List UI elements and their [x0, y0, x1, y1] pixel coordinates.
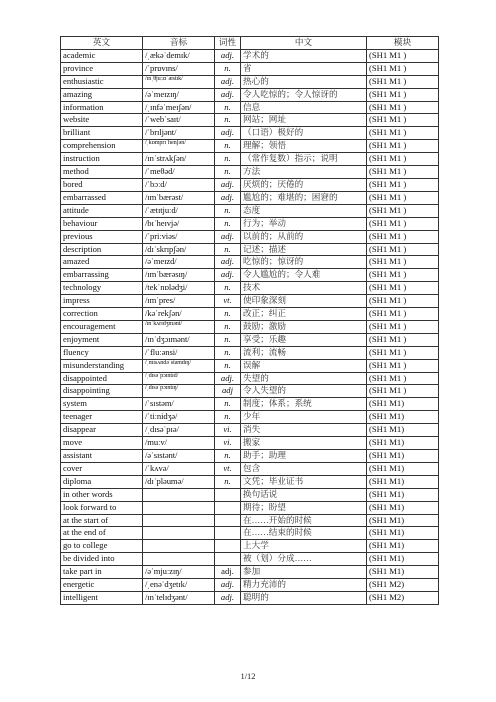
part-of-speech-cell: n.: [215, 320, 241, 333]
phonetic-cell: /ˌdɪsəˈpɪə/: [143, 424, 215, 437]
module-cell: (SH1 M1 ): [367, 178, 439, 191]
word-cell: impress: [61, 295, 143, 308]
word-cell: assistant: [61, 450, 143, 463]
part-of-speech-cell: n.: [215, 398, 241, 411]
module-cell: (SH1 M1 ): [367, 385, 439, 398]
meaning-cell: 消失: [241, 424, 367, 437]
table-row: [61, 475, 439, 488]
word-cell: technology: [61, 282, 143, 295]
table-row: [61, 230, 439, 243]
table-row: [61, 385, 439, 398]
meaning-cell: 聪明的: [241, 591, 367, 604]
phonetic-cell: /ɪmˈbærəsɪŋ/: [143, 269, 215, 282]
table-row: [61, 437, 439, 450]
part-of-speech-cell: n.: [215, 411, 241, 424]
meaning-cell: 令人吃惊的；令人惊讶的: [241, 88, 367, 101]
table-row: [61, 450, 439, 463]
part-of-speech-cell: [215, 501, 241, 514]
word-cell: description: [61, 243, 143, 256]
module-cell: (SH1 M1 ): [367, 75, 439, 88]
phonetic-cell: /ˌdɪsəˈpɔɪntɪŋ/: [143, 385, 215, 398]
meaning-cell: 在……结束的时候: [241, 527, 367, 540]
module-cell: (SH1 M1): [367, 553, 439, 566]
word-cell: at the start of: [61, 514, 143, 527]
table-row: [61, 88, 439, 101]
part-of-speech-cell: n.: [215, 101, 241, 114]
meaning-cell: 尴尬的；难堪的；困窘的: [241, 191, 367, 204]
phonetic-cell: /ɪnˈkʌrɪdʒmənt/: [143, 320, 215, 333]
phonetic-cell: /ˌkɒmprɪˈhenʃən/: [143, 140, 215, 153]
part-of-speech-cell: adj.: [215, 372, 241, 385]
meaning-cell: 记述；描述: [241, 243, 367, 256]
meaning-cell: 上大学: [241, 540, 367, 553]
phonetic-cell: /ɪmˈbærəst/: [143, 191, 215, 204]
header-row: [61, 37, 439, 50]
phonetic-cell: /ˈkʌvə/: [143, 462, 215, 475]
table-row: [61, 191, 439, 204]
module-cell: (SH1 M1): [367, 398, 439, 411]
table-row: [61, 579, 439, 592]
module-cell: (SH1 M1 ): [367, 166, 439, 179]
table-row: [61, 62, 439, 75]
phonetic-cell: /əˈmeɪzɪŋ/: [143, 88, 215, 101]
part-of-speech-cell: [215, 540, 241, 553]
word-cell: move: [61, 437, 143, 450]
word-cell: in other words: [61, 488, 143, 501]
word-cell: take part in: [61, 566, 143, 579]
word-cell: enthusiastic: [61, 75, 143, 88]
table-row: [61, 127, 439, 140]
table-row: [61, 114, 439, 127]
table-row: [61, 49, 439, 62]
word-cell: disappointing: [61, 385, 143, 398]
module-cell: (SH1 M1 ): [367, 256, 439, 269]
table-row: [61, 153, 439, 166]
part-of-speech-cell: adj.: [215, 127, 241, 140]
table-row: [61, 178, 439, 191]
word-cell: energetic: [61, 579, 143, 592]
phonetic-cell: /ˌenəˈdʒetɪk/: [143, 579, 215, 592]
meaning-cell: 以前的；从前的: [241, 230, 367, 243]
meaning-cell: 参加: [241, 566, 367, 579]
table-row: [61, 295, 439, 308]
table-row: [61, 527, 439, 540]
module-cell: (SH1 M2): [367, 591, 439, 604]
word-cell: look forward to: [61, 501, 143, 514]
table-row: [61, 424, 439, 437]
word-cell: encouragement: [61, 320, 143, 333]
word-cell: fluency: [61, 346, 143, 359]
word-cell: be divided into: [61, 553, 143, 566]
part-of-speech-cell: [215, 514, 241, 527]
module-cell: (SH1 M1): [367, 566, 439, 579]
phonetic-cell: /dɪˈpləumə/: [143, 475, 215, 488]
meaning-cell: 文凭；毕业证书: [241, 475, 367, 488]
table-row: [61, 282, 439, 295]
table-row: [61, 398, 439, 411]
table-row: [61, 372, 439, 385]
word-cell: system: [61, 398, 143, 411]
part-of-speech-cell: adj.: [215, 49, 241, 62]
part-of-speech-cell: [215, 553, 241, 566]
part-of-speech-cell: n.: [215, 204, 241, 217]
header-part-of-speech: 词性: [215, 37, 241, 50]
phonetic-cell: [143, 514, 215, 527]
word-cell: province: [61, 62, 143, 75]
module-cell: (SH1 M1): [367, 527, 439, 540]
module-cell: (SH1 M1 ): [367, 153, 439, 166]
meaning-cell: 精力充沛的: [241, 579, 367, 592]
word-cell: disappointed: [61, 372, 143, 385]
word-cell: brilliant: [61, 127, 143, 140]
meaning-cell: 搬家: [241, 437, 367, 450]
module-cell: (SH1 M1 ): [367, 88, 439, 101]
table-row: [61, 333, 439, 346]
meaning-cell: 少年: [241, 411, 367, 424]
phonetic-cell: /ˈbɔːd/: [143, 178, 215, 191]
phonetic-cell: [143, 553, 215, 566]
phonetic-cell: /əˈmeɪzd/: [143, 256, 215, 269]
phonetic-cell: /ɪnˌθjuːzɪˈæstɪk/: [143, 75, 215, 88]
table-row: [61, 101, 439, 114]
part-of-speech-cell: n.: [215, 346, 241, 359]
part-of-speech-cell: vi.: [215, 424, 241, 437]
table-row: [61, 256, 439, 269]
part-of-speech-cell: n.: [215, 62, 241, 75]
part-of-speech-cell: n.: [215, 153, 241, 166]
module-cell: (SH1 M1 ): [367, 230, 439, 243]
part-of-speech-cell: n.: [215, 243, 241, 256]
word-cell: intelligent: [61, 591, 143, 604]
module-cell: (SH1 M1): [367, 424, 439, 437]
phonetic-cell: /əˈsɪstənt/: [143, 450, 215, 463]
table-row: [61, 411, 439, 424]
part-of-speech-cell: n.: [215, 282, 241, 295]
meaning-cell: 信息: [241, 101, 367, 114]
phonetic-cell: /ˈbrɪljənt/: [143, 127, 215, 140]
module-cell: (SH1 M1 ): [367, 243, 439, 256]
module-cell: (SH1 M1 ): [367, 114, 439, 127]
module-cell: (SH1 M1 ): [367, 282, 439, 295]
module-cell: (SH1 M1): [367, 514, 439, 527]
part-of-speech-cell: vt.: [215, 462, 241, 475]
table-row: [61, 217, 439, 230]
word-cell: cover: [61, 462, 143, 475]
meaning-cell: 享受；乐趣: [241, 333, 367, 346]
table-row: [61, 75, 439, 88]
module-cell: (SH1 M1): [367, 475, 439, 488]
module-cell: (SH1 M1 ): [367, 320, 439, 333]
module-cell: (SH1 M1 ): [367, 101, 439, 114]
word-cell: behaviour: [61, 217, 143, 230]
phonetic-cell: /ˈwebˈsaɪt/: [143, 114, 215, 127]
part-of-speech-cell: adj.: [215, 230, 241, 243]
meaning-cell: 制度；体系；系统: [241, 398, 367, 411]
module-cell: (SH1 M1 ): [367, 346, 439, 359]
module-cell: (SH1 M2): [367, 579, 439, 592]
meaning-cell: 流利；流畅: [241, 346, 367, 359]
phonetic-cell: [143, 527, 215, 540]
phonetic-cell: /ˈpriːviəs/: [143, 230, 215, 243]
table-row: [61, 320, 439, 333]
phonetic-cell: /ˈsɪstəm/: [143, 398, 215, 411]
phonetic-cell: /ˈmeθəd/: [143, 166, 215, 179]
part-of-speech-cell: vi.: [215, 437, 241, 450]
part-of-speech-cell: adj.: [215, 579, 241, 592]
part-of-speech-cell: n.: [215, 333, 241, 346]
module-cell: (SH1 M1 ): [367, 308, 439, 321]
phonetic-cell: [143, 540, 215, 553]
word-cell: diploma: [61, 475, 143, 488]
part-of-speech-cell: adj.: [215, 88, 241, 101]
phonetic-cell: /ɪnˈdʒɔɪmənt/: [143, 333, 215, 346]
part-of-speech-cell: n.: [215, 140, 241, 153]
meaning-cell: （常作复数）指示；说明: [241, 153, 367, 166]
phonetic-cell: /ˌdɪsəˈpɔɪntɪd/: [143, 372, 215, 385]
phonetic-cell: /ˈfluːənsi/: [143, 346, 215, 359]
part-of-speech-cell: n.: [215, 450, 241, 463]
part-of-speech-cell: adj.: [215, 75, 241, 88]
meaning-cell: 理解；领悟: [241, 140, 367, 153]
phonetic-cell: [143, 501, 215, 514]
word-cell: previous: [61, 230, 143, 243]
table-row: [61, 204, 439, 217]
part-of-speech-cell: adj.: [215, 566, 241, 579]
part-of-speech-cell: vt.: [215, 295, 241, 308]
module-cell: (SH1 M1): [367, 488, 439, 501]
word-cell: misunderstanding: [61, 359, 143, 372]
part-of-speech-cell: adj.: [215, 591, 241, 604]
table-row: [61, 269, 439, 282]
word-cell: go to college: [61, 540, 143, 553]
meaning-cell: 换句话说: [241, 488, 367, 501]
phonetic-cell: /ɪmˈpres/: [143, 295, 215, 308]
word-cell: comprehension: [61, 140, 143, 153]
meaning-cell: 包含: [241, 462, 367, 475]
part-of-speech-cell: adj.: [215, 178, 241, 191]
part-of-speech-cell: n.: [215, 475, 241, 488]
part-of-speech-cell: n.: [215, 217, 241, 230]
phonetic-cell: [143, 488, 215, 501]
table-row: [61, 566, 439, 579]
page-number: 1/12: [240, 671, 256, 681]
vocabulary-table: [60, 36, 439, 605]
part-of-speech-cell: n.: [215, 166, 241, 179]
phonetic-cell: /bɪˈheɪvjə/: [143, 217, 215, 230]
word-cell: method: [61, 166, 143, 179]
meaning-cell: 令人失望的: [241, 385, 367, 398]
meaning-cell: 厌烦的；厌倦的: [241, 178, 367, 191]
phonetic-cell: /tekˈnɒlədʒi/: [143, 282, 215, 295]
phonetic-cell: /ˈtiːnidʒə/: [143, 411, 215, 424]
phonetic-cell: /dɪˈskrɪpʃən/: [143, 243, 215, 256]
word-cell: website: [61, 114, 143, 127]
module-cell: (SH1 M1 ): [367, 127, 439, 140]
phonetic-cell: /ˌɪnfəˈmeɪʃən/: [143, 101, 215, 114]
part-of-speech-cell: adj.: [215, 191, 241, 204]
module-cell: (SH1 M1): [367, 462, 439, 475]
header-module: 模块: [367, 37, 439, 50]
meaning-cell: 态度: [241, 204, 367, 217]
meaning-cell: 省: [241, 62, 367, 75]
module-cell: (SH1 M1): [367, 437, 439, 450]
part-of-speech-cell: [215, 488, 241, 501]
meaning-cell: 吃惊的；惊讶的: [241, 256, 367, 269]
meaning-cell: 被（划）分成……: [241, 553, 367, 566]
header-phonetic: 音标: [143, 37, 215, 50]
meaning-cell: 技术: [241, 282, 367, 295]
word-cell: enjoyment: [61, 333, 143, 346]
word-cell: correction: [61, 308, 143, 321]
part-of-speech-cell: n.: [215, 308, 241, 321]
meaning-cell: 使印象深刻: [241, 295, 367, 308]
word-cell: information: [61, 101, 143, 114]
vocabulary-body: [61, 49, 439, 604]
phonetic-cell: /əˈmjuːzɪŋ/: [143, 566, 215, 579]
table-row: [61, 346, 439, 359]
meaning-cell: 行为；举动: [241, 217, 367, 230]
module-cell: (SH1 M1 ): [367, 333, 439, 346]
module-cell: (SH1 M1): [367, 450, 439, 463]
table-row: [61, 591, 439, 604]
module-cell: (SH1 M1): [367, 411, 439, 424]
meaning-cell: 改正；纠正: [241, 308, 367, 321]
word-cell: instruction: [61, 153, 143, 166]
part-of-speech-cell: n.: [215, 359, 241, 372]
module-cell: (SH1 M1 ): [367, 62, 439, 75]
module-cell: (SH1 M1 ): [367, 269, 439, 282]
module-cell: (SH1 M1 ): [367, 140, 439, 153]
word-cell: bored: [61, 178, 143, 191]
phonetic-cell: /muːv/: [143, 437, 215, 450]
word-cell: disappear: [61, 424, 143, 437]
part-of-speech-cell: n.: [215, 114, 241, 127]
meaning-cell: 令人尴尬的；令人难: [241, 269, 367, 282]
table-row: [61, 488, 439, 501]
table-row: [61, 553, 439, 566]
meaning-cell: 失望的: [241, 372, 367, 385]
word-cell: embarrassed: [61, 191, 143, 204]
meaning-cell: 鼓励；激励: [241, 320, 367, 333]
word-cell: academic: [61, 49, 143, 62]
module-cell: (SH1 M1): [367, 501, 439, 514]
phonetic-cell: /kəˈrekʃən/: [143, 308, 215, 321]
meaning-cell: 助手；助理: [241, 450, 367, 463]
meaning-cell: 在……开始的时候: [241, 514, 367, 527]
module-cell: (SH1 M1 ): [367, 204, 439, 217]
part-of-speech-cell: [215, 527, 241, 540]
meaning-cell: 热心的: [241, 75, 367, 88]
part-of-speech-cell: adj.: [215, 269, 241, 282]
table-row: [61, 540, 439, 553]
table-row: [61, 308, 439, 321]
word-cell: amazed: [61, 256, 143, 269]
meaning-cell: 误解: [241, 359, 367, 372]
table-row: [61, 140, 439, 153]
word-cell: teenager: [61, 411, 143, 424]
table-row: [61, 359, 439, 372]
module-cell: (SH1 M1 ): [367, 49, 439, 62]
table-row: [61, 166, 439, 179]
phonetic-cell: /ˈætɪtjuːd/: [143, 204, 215, 217]
module-cell: (SH1 M1 ): [367, 359, 439, 372]
meaning-cell: （口语）极好的: [241, 127, 367, 140]
header-chinese: 中文: [241, 37, 367, 50]
table-row: [61, 462, 439, 475]
module-cell: (SH1 M1 ): [367, 191, 439, 204]
word-cell: amazing: [61, 88, 143, 101]
phonetic-cell: /ˌmɪsʌndəˈstændɪŋ/: [143, 359, 215, 372]
meaning-cell: 方法: [241, 166, 367, 179]
word-cell: at the end of: [61, 527, 143, 540]
module-cell: (SH1 M1 ): [367, 295, 439, 308]
meaning-cell: 学术的: [241, 49, 367, 62]
module-cell: (SH1 M1): [367, 540, 439, 553]
part-of-speech-cell: adj.: [215, 256, 241, 269]
table-row: [61, 501, 439, 514]
meaning-cell: 期待；盼望: [241, 501, 367, 514]
phonetic-cell: /ˌækəˈdemɪk/: [143, 49, 215, 62]
meaning-cell: 网站；网址: [241, 114, 367, 127]
part-of-speech-cell: adj: [215, 385, 241, 398]
word-cell: attitude: [61, 204, 143, 217]
phonetic-cell: /ɪnˈstrʌkʃən/: [143, 153, 215, 166]
header-english: 英文: [61, 37, 143, 50]
table-row: [61, 514, 439, 527]
module-cell: (SH1 M1 ): [367, 217, 439, 230]
table-row: [61, 243, 439, 256]
module-cell: (SH1 M1 ): [367, 372, 439, 385]
word-cell: embarrassing: [61, 269, 143, 282]
phonetic-cell: /ˈprɒvɪns/: [143, 62, 215, 75]
phonetic-cell: /ɪnˈtelɪdʒənt/: [143, 591, 215, 604]
